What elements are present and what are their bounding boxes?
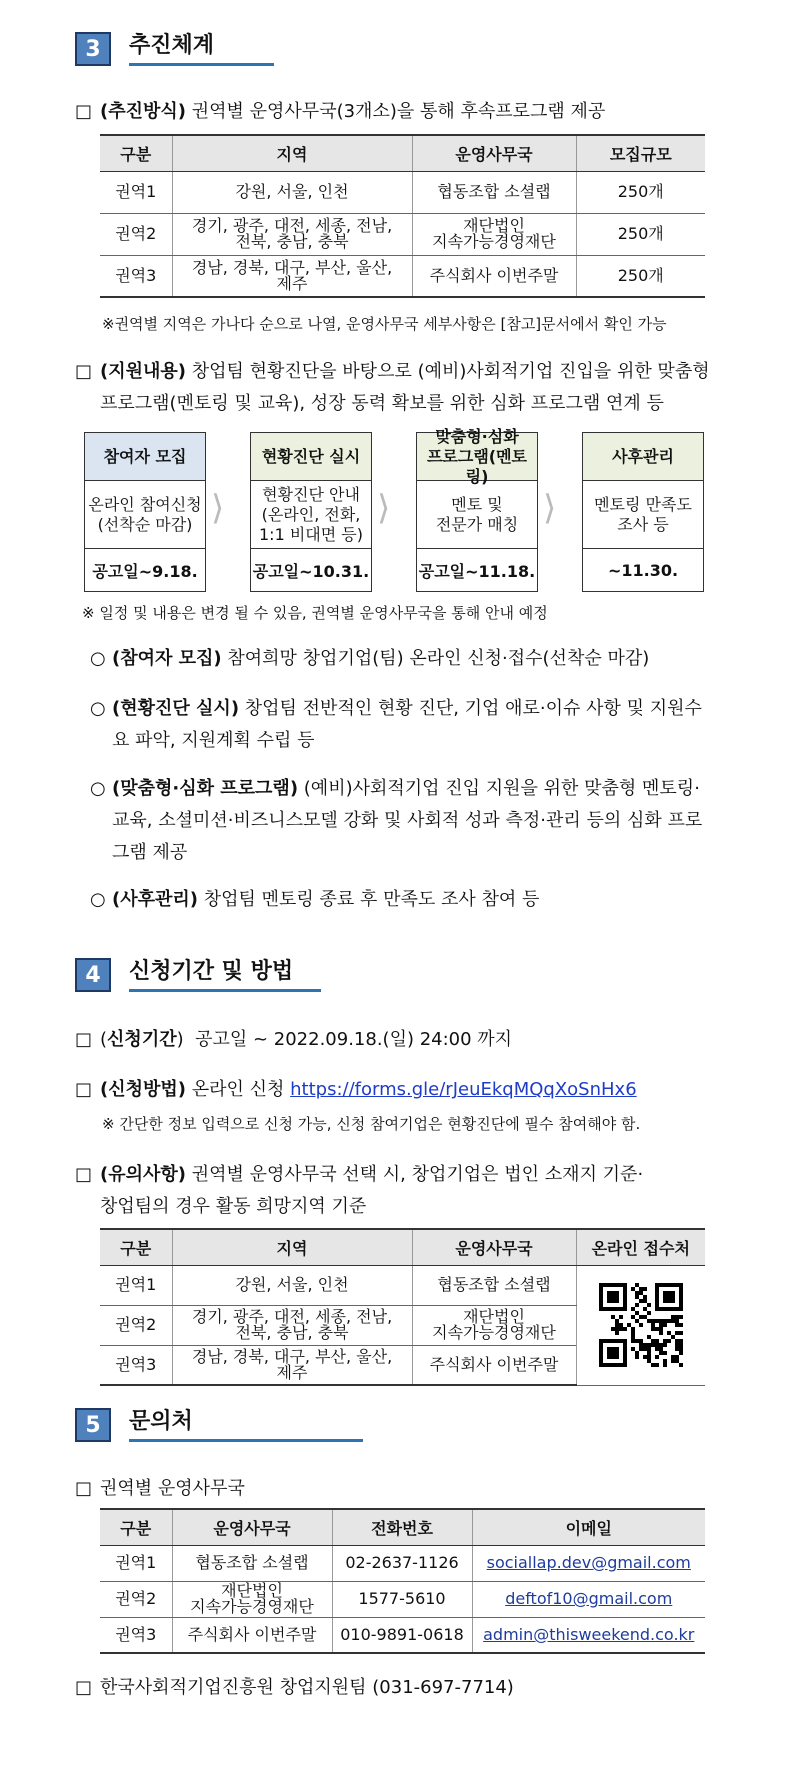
table-cell-area: 경남, 경북, 대구, 부산, 울산, 제주	[172, 255, 412, 297]
email-link[interactable]: sociallap.dev@gmail.com	[486, 1553, 691, 1572]
table-cell-size: 250개	[576, 171, 705, 213]
table-cell-area: 경기, 광주, 대전, 세종, 전남, 전북, 충남, 충북	[172, 213, 412, 255]
apply-method-label: (신청방법)	[100, 1079, 187, 1100]
table-cell-office: 재단법인 지속가능경영재단	[412, 1305, 576, 1345]
bullet-item	[90, 773, 715, 869]
table-cell-office: 협동조합 소셜랩	[412, 171, 576, 213]
flow-step-date: 공고일~10.31.	[252, 561, 370, 581]
circle-bullet-icon: ○	[90, 698, 106, 719]
table-row	[100, 1265, 705, 1305]
section-5-header	[75, 1406, 363, 1442]
bullet-label: (맞춤형·심화 프로그램)	[112, 778, 299, 799]
flow-step-body: 멘토링 만족도 조사 등	[583, 481, 703, 549]
table-cell-office: 주식회사 이번주말	[172, 1617, 332, 1653]
table-cell-office: 주식회사 이번주말	[412, 255, 576, 297]
method-label: (추진방식)	[100, 101, 187, 122]
support-line-2: 프로그램(멘토링 및 교육), 성장 동력 확보를 위한 심화 프로그램 연계 등	[100, 393, 664, 414]
bullet-text	[112, 643, 715, 675]
table-header-cell: 운영사무국	[412, 1229, 576, 1265]
table-row	[100, 255, 705, 297]
bullet-label: (참여자 모집)	[112, 648, 222, 669]
section-4-header	[75, 956, 321, 992]
bullet-label: (현황진단 실시)	[112, 698, 240, 719]
table-row	[100, 1581, 705, 1617]
final-contact-text: 한국사회적기업진흥원 창업지원팀 (031-697-7714)	[100, 1677, 514, 1698]
bullet-description: 창업팀 전반적인 현황 진단, 기업 애로·이슈 사항 및 지원수요 파악, 지원계획 수립 등	[112, 698, 702, 751]
table-cell-size: 250개	[576, 255, 705, 297]
table-cell-region: 권역1	[100, 171, 172, 213]
table-cell-phone: 010-9891-0618	[332, 1617, 472, 1653]
bullet-text	[112, 884, 715, 916]
table-note: ※권역별 지역은 가나다 순으로 나열, 운영사무국 세부사항은 [참고]문서에서 확인 가능	[102, 315, 667, 333]
email-link[interactable]: deftof10@gmail.com	[505, 1589, 673, 1608]
bullet-description: 창업팀 멘토링 종료 후 만족도 조사 참여 등	[198, 889, 540, 910]
table-cell-region: 권역2	[100, 213, 172, 255]
circle-bullet-icon: ○	[90, 889, 106, 910]
table-cell-office: 재단법인 지속가능경영재단	[172, 1581, 332, 1617]
office-line	[75, 1474, 245, 1504]
flow-step-date: ~11.30.	[607, 560, 679, 580]
checkbox-icon: □	[75, 1029, 93, 1050]
flow-step-date: 공고일~9.18.	[92, 561, 198, 581]
application-link[interactable]: https://forms.gle/rJeuEkqMQqXoSnHx6	[290, 1079, 637, 1100]
chevron-right-icon: ⟩	[377, 488, 391, 528]
chevron-right-icon: ⟩	[543, 488, 557, 528]
method-line	[75, 97, 605, 127]
support-text: 창업팀 현황진단을 바탕으로 (예비)사회적기업 진입을 위한 맞춤형	[186, 361, 710, 382]
bullet-text	[112, 773, 715, 869]
circle-bullet-icon: ○	[90, 648, 106, 669]
table-row	[100, 213, 705, 255]
table-cell-office: 주식회사 이번주말	[412, 1345, 576, 1385]
caution-text: 권역별 운영사무국 선택 시, 창업기업은 법인 소재지 기준·	[186, 1164, 644, 1185]
bullet-text	[112, 693, 715, 757]
section-title: 추진체계	[129, 28, 274, 66]
section-number: 5	[75, 1408, 111, 1442]
bullet-description: 참여희망 창업기업(팀) 온라인 신청·접수(선착순 마감)	[221, 648, 650, 669]
checkbox-icon: □	[75, 361, 93, 382]
qr-cell	[576, 1265, 705, 1385]
flow-step	[250, 432, 372, 592]
region-table	[100, 134, 705, 298]
table-header-cell: 구분	[100, 1509, 172, 1545]
period-text: 공고일 ~ 2022.09.18.(일) 24:00 까지	[195, 1029, 513, 1050]
table-cell-area: 경기, 광주, 대전, 세종, 전남, 전북, 충남, 충북	[172, 1305, 412, 1345]
period-line: □ (신청기간) 공고일 ~ 2022.09.18.(일) 24:00 까지	[75, 1029, 513, 1050]
table-header-cell: 모집규모	[576, 135, 705, 171]
flow-step-title: 참여자 모집	[85, 433, 205, 481]
table-header-cell: 전화번호	[332, 1509, 472, 1545]
table-cell-region: 권역3	[100, 1345, 172, 1385]
table-header-cell: 운영사무국	[172, 1509, 332, 1545]
section-number: 3	[75, 32, 111, 66]
table-row	[100, 1617, 705, 1653]
qr-code-icon[interactable]	[599, 1283, 683, 1367]
contact-table	[100, 1508, 705, 1654]
method-text: 권역별 운영사무국(3개소)을 통해 후속프로그램 제공	[186, 101, 606, 122]
table-row	[100, 171, 705, 213]
bullet-description: (예비)사회적기업 진입 지원을 위한 맞춤형 멘토링·교육, 소셜미션·비즈니스모델 강화 및 사회적 성과 측정·관리 등의 심화 프로그램 제공	[112, 778, 703, 863]
table-cell-area: 경남, 경북, 대구, 부산, 울산, 제주	[172, 1345, 412, 1385]
table-header-cell: 지역	[172, 1229, 412, 1265]
table-cell-region: 권역2	[100, 1581, 172, 1617]
apply-region-table	[100, 1228, 705, 1386]
bullet-item	[90, 643, 715, 675]
table-cell-area: 강원, 서울, 인천	[172, 1265, 412, 1305]
final-contact-line	[75, 1673, 514, 1703]
flow-step	[84, 432, 206, 592]
table-cell-size: 250개	[576, 213, 705, 255]
support-label: (지원내용)	[100, 361, 187, 382]
section-title: 신청기간 및 방법	[129, 954, 321, 992]
table-cell-email	[472, 1617, 705, 1653]
chevron-right-icon: ⟩	[211, 488, 225, 528]
flow-note: ※ 일정 및 내용은 변경 될 수 있음, 권역별 운영사무국을 통해 안내 예정	[82, 604, 548, 622]
checkbox-icon: □	[75, 101, 93, 122]
flow-step	[582, 432, 704, 592]
flow-step	[416, 426, 538, 592]
table-cell-email	[472, 1581, 705, 1617]
table-cell-phone: 1577-5610	[332, 1581, 472, 1617]
checkbox-icon: □	[75, 1677, 93, 1698]
flow-step-title: 사후관리	[583, 433, 703, 481]
table-cell-email	[472, 1545, 705, 1581]
section-3-header	[75, 30, 274, 66]
table-cell-office: 재단법인 지속가능경영재단	[412, 213, 576, 255]
period-label: 신청기간	[107, 1029, 177, 1050]
email-link[interactable]: admin@thisweekend.co.kr	[483, 1624, 695, 1644]
table-cell-region: 권역3	[100, 255, 172, 297]
flow-step-title: 맞춤형·심화 프로그램(멘토링)	[417, 433, 537, 481]
checkbox-icon: □	[75, 1478, 93, 1499]
table-cell-region: 권역3	[100, 1617, 172, 1653]
table-header-cell: 지역	[172, 135, 412, 171]
table-cell-area: 강원, 서울, 인천	[172, 171, 412, 213]
apply-method-text: 온라인 신청	[186, 1079, 291, 1100]
table-cell-phone: 02-2637-1126	[332, 1545, 472, 1581]
table-cell-region: 권역1	[100, 1265, 172, 1305]
table-header-cell: 구분	[100, 1229, 172, 1265]
bullet-item	[90, 693, 715, 757]
table-cell-region: 권역2	[100, 1305, 172, 1345]
office-text: 권역별 운영사무국	[100, 1478, 245, 1499]
table-row	[100, 1545, 705, 1581]
table-header-cell: 구분	[100, 135, 172, 171]
bullet-item	[90, 884, 715, 916]
flow-step-body: 현황진단 안내 (온라인, 전화, 1:1 비대면 등)	[251, 481, 371, 549]
table-header-cell: 이메일	[472, 1509, 705, 1545]
table-header-cell: 온라인 접수처	[576, 1229, 705, 1265]
table-cell-office: 협동조합 소셜랩	[172, 1545, 332, 1581]
table-cell-region: 권역1	[100, 1545, 172, 1581]
flow-step-body: 멘토 및 전문가 매칭	[417, 481, 537, 549]
caution-line	[75, 1160, 643, 1190]
table-cell-office: 협동조합 소셜랩	[412, 1265, 576, 1305]
flow-step-body: 온라인 참여신청 (선착순 마감)	[85, 481, 205, 549]
support-line	[75, 357, 710, 387]
caution-line-2: 창업팀의 경우 활동 희망지역 기준	[100, 1196, 367, 1217]
apply-note: ※ 간단한 정보 입력으로 신청 가능, 신청 참여기업은 현황진단에 필수 참여해야 함.	[102, 1115, 641, 1133]
bullet-label: (사후관리)	[112, 889, 199, 910]
flow-step-date: 공고일~11.18.	[418, 561, 536, 581]
circle-bullet-icon: ○	[90, 778, 106, 799]
checkbox-icon: □	[75, 1079, 93, 1100]
caution-label: (유의사항)	[100, 1164, 187, 1185]
section-number: 4	[75, 958, 111, 992]
flow-step-title: 현황진단 실시	[251, 433, 371, 481]
apply-method-line	[75, 1075, 637, 1105]
table-header-cell: 운영사무국	[412, 135, 576, 171]
section-title: 문의처	[129, 1404, 363, 1442]
checkbox-icon: □	[75, 1164, 93, 1185]
